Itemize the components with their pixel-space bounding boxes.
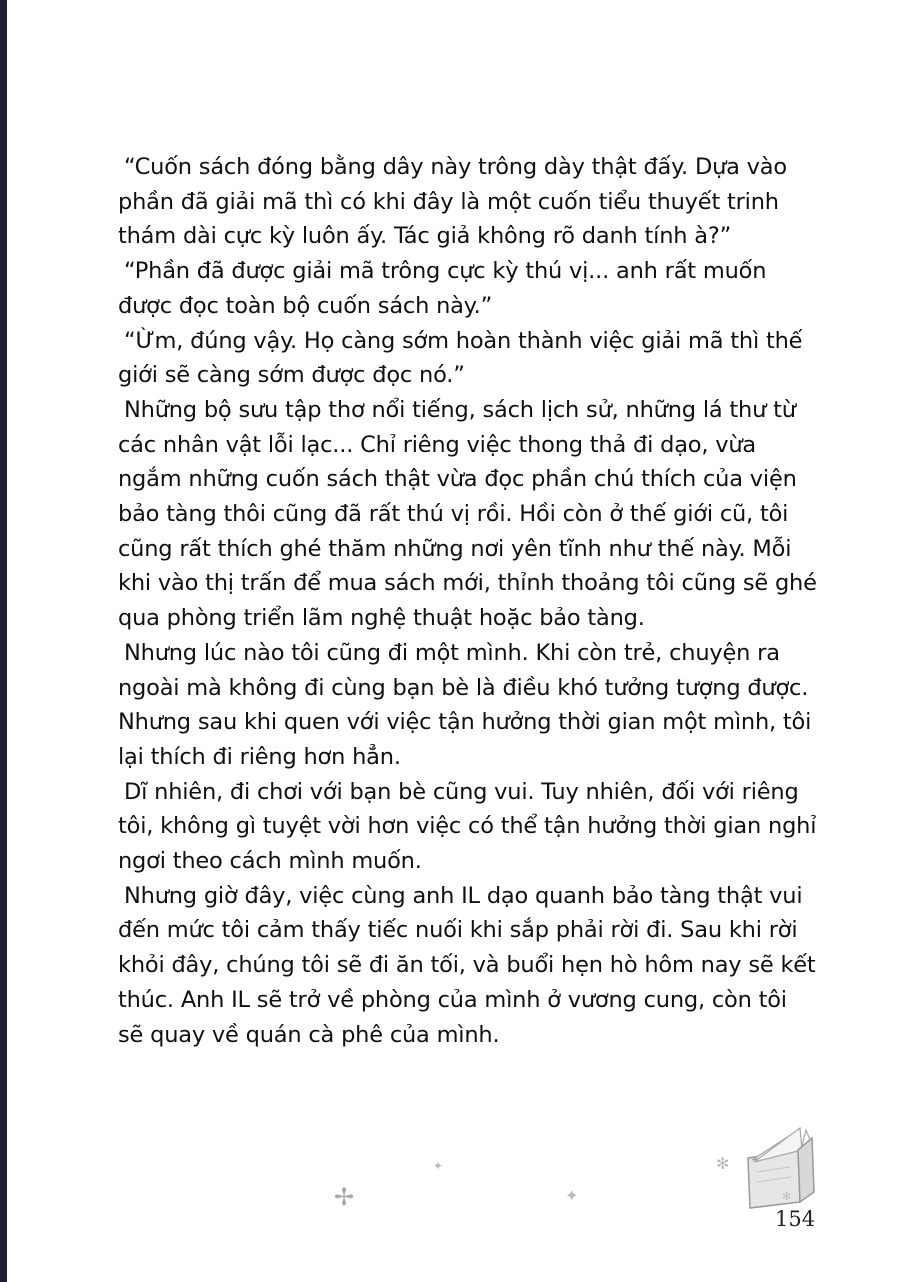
book-icon	[740, 1120, 820, 1210]
page-edge-border	[0, 0, 7, 1282]
paragraph: “Cuốn sách đóng bằng dây này trông dày thật đấy. Dựa vào phần đã giải mã thì có khi đây là một cuốn tiểu thuyết trinh thám dài cực kỳ luôn ấy. Tác giả không rõ danh tính à?”	[118, 154, 787, 250]
svg-text:✻: ✻	[782, 1190, 792, 1203]
sparkle-icon: ✦	[433, 1159, 444, 1173]
cross-sparkle-icon: ✢	[334, 1183, 355, 1211]
paragraph: Nhưng giờ đây, việc cùng anh IL dạo quanh bảo tàng thật vui đến mức tôi cảm thấy tiếc nuối khi sắp phải rời đi. Sau khi rời khỏi đây, chúng tôi sẽ đi ăn tối, và buổi hẹn hò hôm nay sẽ kết thúc. Anh IL sẽ trở về phòng của mình ở vương cung, còn tôi sẽ quay về quán cà phê của mình.	[118, 882, 816, 1048]
star-sparkle-icon: ✦	[565, 1186, 579, 1205]
page-number: 154	[775, 1207, 816, 1231]
snowflake-icon: ✻	[716, 1154, 730, 1173]
paragraph: Dĩ nhiên, đi chơi với bạn bè cũng vui. Tuy nhiên, đối với riêng tôi, không gì tuyệt vời hơn việc có thể tận hưởng thời gian nghỉ ngơi theo cách mình muốn.	[118, 778, 817, 875]
paragraph: “Ừm, đúng vậy. Họ càng sớm hoàn thành việc giải mã thì thế giới sẽ càng sớm được đọc nó.”	[118, 327, 803, 389]
body-text	[118, 150, 818, 1052]
paragraph: Những bộ sưu tập thơ nổi tiếng, sách lịch sử, những lá thư từ các nhân vật lỗi lạc... Chỉ riêng việc thong thả đi dạo, vừa ngắm những cuốn sách thật vừa đọc phần chú thích của viện bảo tàng thôi cũng đã rất thú vị rồi. Hồi còn ở thế giới cũ, tôi cũng rất thích ghé thăm những nơi yên tĩnh như thế này. Mỗi khi vào thị trấn để mua sách mới, thỉnh thoảng tôi cũng sẽ ghé qua phòng triển lãm nghệ thuật hoặc bảo tàng.	[118, 396, 817, 632]
paragraph: Nhưng lúc nào tôi cũng đi một mình. Khi còn trẻ, chuyện ra ngoài mà không đi cùng bạn bè là điều khó tưởng tượng được. Nhưng sau khi quen với việc tận hưởng thời gian một mình, tôi lại thích đi riêng hơn hẳn.	[118, 639, 812, 770]
paragraph: “Phần đã được giải mã trông cực kỳ thú vị... anh rất muốn được đọc toàn bộ cuốn sách này.”	[118, 258, 767, 319]
